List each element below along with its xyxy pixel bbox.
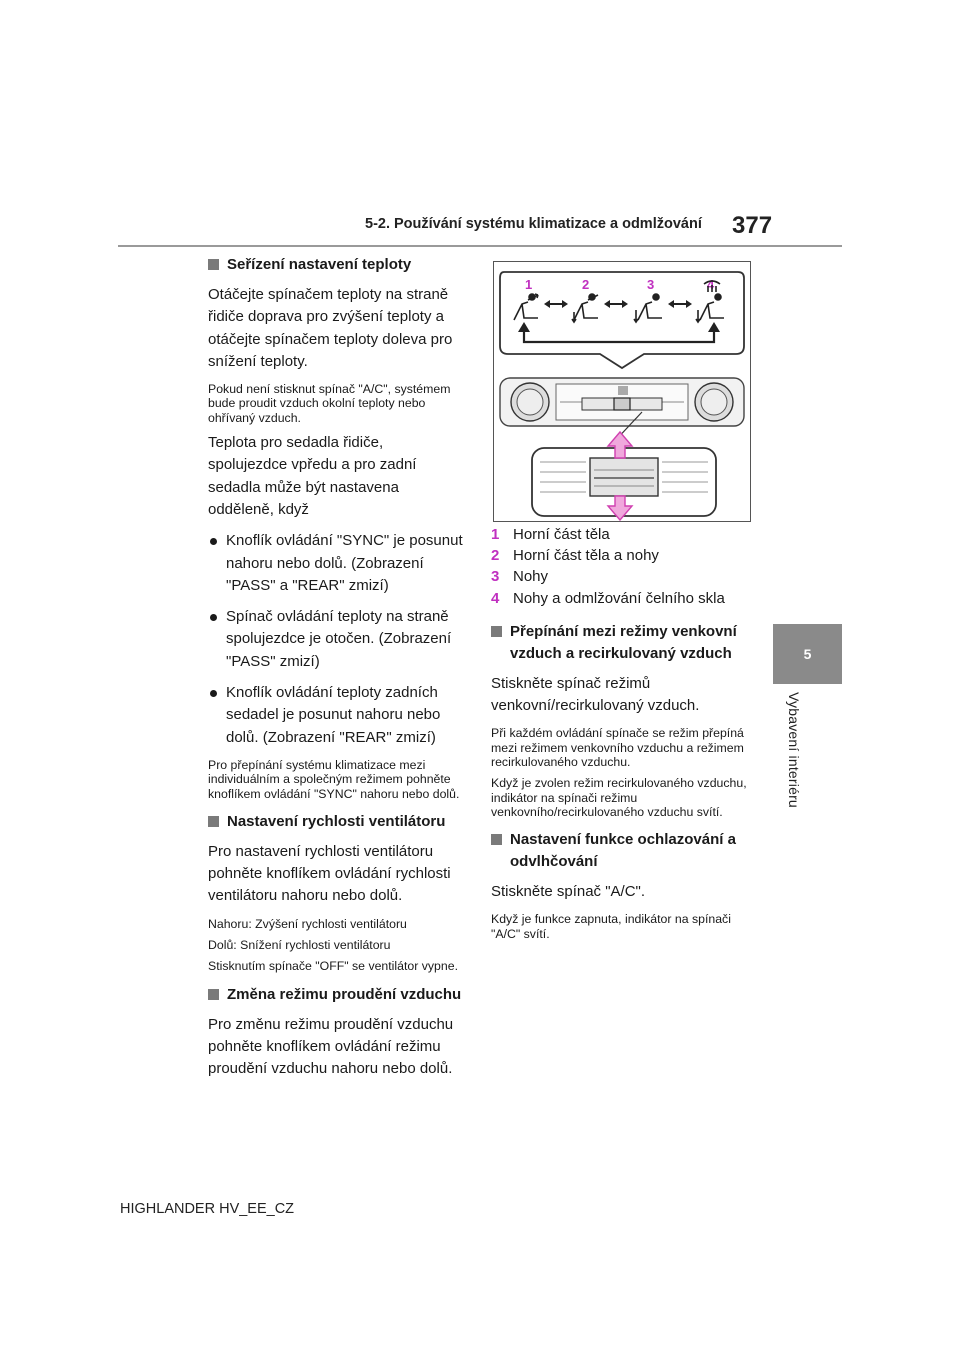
square-bullet-icon bbox=[208, 259, 219, 270]
square-bullet-icon bbox=[208, 816, 219, 827]
temp-bullet bbox=[208, 530, 466, 597]
temp-bullet-text: Knoflík ovládání teploty zadních sedadel je posunut nahoru nebo dolů. (Zobrazení "REAR" zmizí) bbox=[226, 684, 441, 746]
callout-number-1: 1 bbox=[525, 277, 533, 292]
ac-heading bbox=[491, 829, 749, 873]
mode-number: 1 bbox=[491, 526, 500, 543]
mode-label: Nohy a odmlžování čelního skla bbox=[513, 589, 725, 607]
fan-heading bbox=[208, 811, 466, 833]
fan-heading-text: Nastavení rychlosti ventilátoru bbox=[227, 812, 446, 830]
airflow-body: Pro změnu režimu proudění vzduchu pohněte knoflíkem ovládání režimu proudění vzduchu nahoru nebo dolů. bbox=[208, 1015, 454, 1078]
climate-control-panel bbox=[500, 378, 744, 426]
temp-bullet bbox=[208, 606, 466, 673]
mode-number: 3 bbox=[491, 568, 500, 586]
airflow-mode-knob-enlarged[interactable] bbox=[590, 458, 658, 496]
airflow-mode-figure bbox=[493, 261, 751, 522]
temp-bullet bbox=[208, 682, 466, 749]
chapter-tab[interactable] bbox=[773, 624, 842, 684]
callout-number-2: 2 bbox=[582, 277, 590, 292]
mode-number: 4 bbox=[491, 589, 500, 607]
airflow-mode-list bbox=[491, 524, 749, 609]
sync-note: Pro přepínání systému klimatizace mezi individuálním a společným režimem pohněte knoflíkem ovládání "SYNC" nahoru nebo dolů. bbox=[208, 757, 460, 801]
airflow-mode-knob[interactable] bbox=[614, 398, 630, 410]
recirc-heading bbox=[491, 621, 749, 665]
airflow-heading-text: Změna režimu proudění vzduchu bbox=[227, 985, 462, 1003]
recirc-note-2: Když je zvolen režim recirkulovaného vzduchu, indikátor na spínači režimu venkovního/recirkulovaného vzduchu svítí. bbox=[491, 776, 747, 819]
temp-body-2: Teplota pro sedadla řidiče, spolujezdce vpředu a pro zadní sedadla může být nastavena odděleně, když bbox=[208, 434, 417, 518]
bullet-dot-icon bbox=[210, 690, 217, 697]
temp-body: Otáčejte spínačem teploty na straně řidiče doprava pro zvýšení teploty a otáčejte spínačem teploty doleva pro snížení teploty. bbox=[208, 286, 453, 370]
callout-number-4: 4 bbox=[707, 277, 715, 292]
list-item bbox=[491, 588, 749, 609]
square-bullet-icon bbox=[208, 989, 219, 1000]
temp-bullet-text: Spínač ovládání teploty na straně spolujezdce je otočen. (Zobrazení "PASS" zmizí) bbox=[226, 608, 452, 670]
page-number: 377 bbox=[732, 212, 773, 239]
mode-label: Horní část těla a nohy bbox=[513, 547, 659, 565]
fan-body: Pro nastavení rychlosti ventilátoru pohněte knoflíkem ovládání rychlosti ventilátoru nahoru nebo dolů. bbox=[208, 842, 451, 905]
right-column bbox=[491, 524, 749, 948]
recirc-heading-text: Přepínání mezi režimy venkovní vzduch a recirkulovaný vzduch bbox=[510, 622, 737, 662]
section-title: 5-2. Používání systému klimatizace a odmlžování bbox=[365, 216, 702, 232]
square-bullet-icon bbox=[491, 626, 502, 637]
footer-model: HIGHLANDER HV_EE_CZ bbox=[120, 1201, 295, 1217]
mode-number: 2 bbox=[491, 547, 500, 565]
ac-note: Když je funkce zapnuta, indikátor na spínači "A/C" svítí. bbox=[491, 912, 731, 941]
callout-number-3: 3 bbox=[647, 277, 655, 292]
fan-note-off: Stisknutím spínače "OFF" se ventilátor vypne. bbox=[208, 959, 458, 974]
temp-note: Pokud není stisknut spínač "A/C", systémem bude proudit vzduch okolní teploty nebo ohřívaný vzduch. bbox=[208, 382, 451, 425]
temp-heading bbox=[208, 254, 466, 276]
bullet-dot-icon bbox=[210, 614, 217, 621]
knob-indicator bbox=[618, 386, 628, 395]
fan-note-down: Dolů: Snížení rychlosti ventilátoru bbox=[208, 938, 391, 953]
square-bullet-icon bbox=[491, 834, 502, 845]
left-column bbox=[208, 254, 466, 1090]
chapter-number: 5 bbox=[803, 646, 812, 662]
header-divider bbox=[118, 245, 842, 247]
airflow-mode-illustration bbox=[494, 262, 750, 521]
list-item bbox=[491, 545, 749, 566]
recirc-body: Stiskněte spínač režimů venkovní/recirkulovaný vzduch. bbox=[491, 674, 700, 715]
ac-body: Stiskněte spínač "A/C". bbox=[491, 883, 646, 901]
mode-label: Horní část těla bbox=[513, 526, 610, 543]
list-item bbox=[491, 566, 749, 587]
temp-heading-text: Seřízení nastavení teploty bbox=[227, 256, 412, 273]
recirc-note-1: Při každém ovládání spínače se režim přepíná mezi režimem venkovního vzduchu a režimem recirkulovaného vzduchu. bbox=[491, 726, 744, 769]
list-item bbox=[491, 524, 749, 545]
ac-heading-text: Nastavení funkce ochlazování a odvlhčování bbox=[510, 831, 736, 871]
temp-bullet-text: Knoflík ovládání "SYNC" je posunut nahoru nebo dolů. (Zobrazení "PASS" a "REAR" zmizí) bbox=[226, 532, 463, 594]
airflow-heading bbox=[208, 984, 466, 1006]
mode-label: Nohy bbox=[513, 568, 549, 586]
bullet-dot-icon bbox=[210, 538, 217, 545]
chapter-label: Vybavení interiéru bbox=[786, 692, 802, 808]
fan-note-up: Nahoru: Zvýšení rychlosti ventilátoru bbox=[208, 916, 407, 931]
